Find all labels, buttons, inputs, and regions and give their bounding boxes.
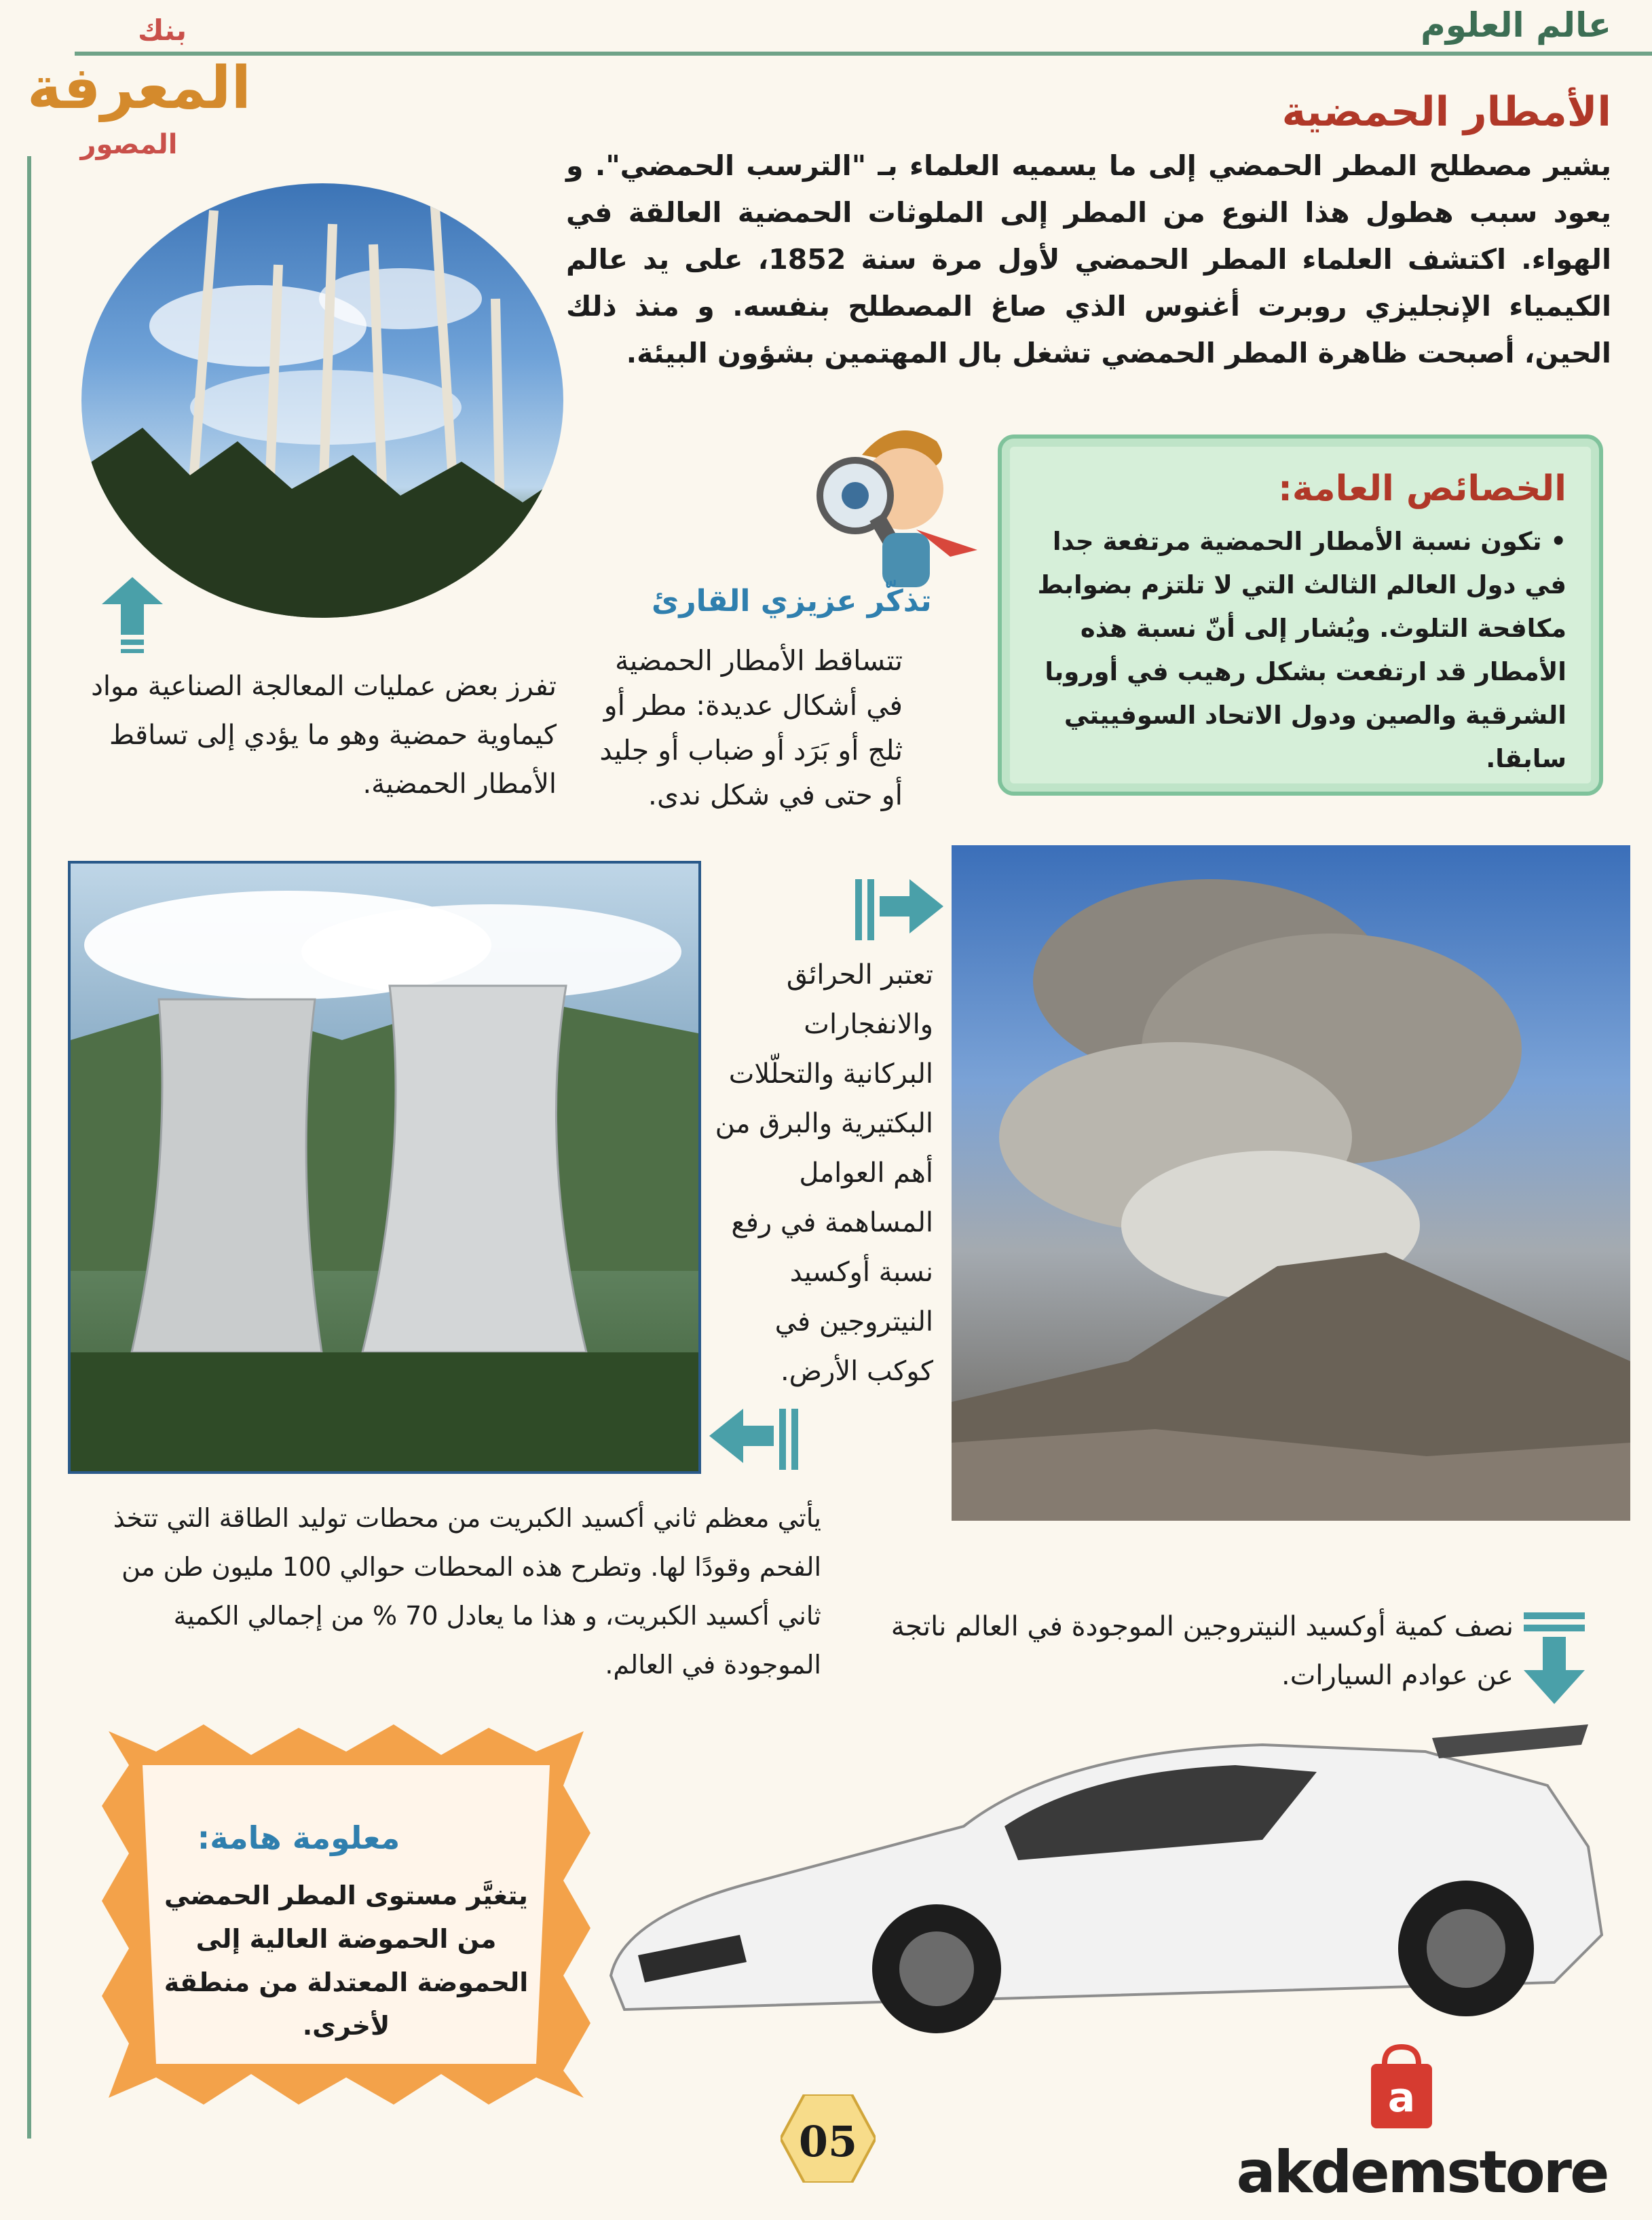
logo-main-text: المعرفة bbox=[27, 54, 251, 122]
up-arrow-icon bbox=[102, 577, 163, 659]
forest-caption: تفرز بعض عمليات المعالجة الصناعية مواد كيماوية حمضية وهو ما يؤدي إلى تساقط الأمطار الحمضية. bbox=[91, 671, 557, 800]
general-features-text: • تكون نسبة الأمطار الحمضية مرتفعة جدا في دول العالم الثالث التي لا تلتزم بضوابط مكافحة التلوث. ويُشار إلى أنّ نسبة هذه الأمطار قد ارتفعت بشكل رهيب في أوروبا الشرقية والصين ودول الاتحاد السوفييتي سابقا. bbox=[1037, 527, 1566, 773]
akdemstore-logo bbox=[1228, 2043, 1615, 2220]
volcano-caption: تعتبر الحرائق والانفجارات البركانية والتحلّلات البكتيرية والبرق من أهم العوامل المساهمة في رفع نسبة أوكسيد النيتروجين في كوكب الأرض. bbox=[715, 959, 933, 1387]
article-intro: يشير مصطلح المطر الحمضي إلى ما يسميه العلماء بـ "الترسب الحمضي". و يعود سبب هطول هذا النوع من المطر إلى الملوثات الحمضية العالقة في الهواء. اكتشف العلماء المطر الحمضي لأول مرة سنة 1852، على يد عالم الكيمياء الإنجليزي روبرت أغنوس الذي صاغ المصطلح بنفسه. و منذ ذلك الحين، أصبحت ظاهرة المطر الحمضي تشغل بال المهتمين بشؤون البيئة. bbox=[566, 149, 1611, 369]
remember-text: تتساقط الأمطار الحمضية في أشكال عديدة: مطر أو ثلج أو بَرَد أو ضباب أو جليد أو حتى في شكل ندى. bbox=[599, 644, 903, 811]
boy-magnifier-icon bbox=[808, 414, 984, 597]
forest-illustration bbox=[81, 183, 563, 618]
shopping-bag-icon bbox=[1364, 2043, 1439, 2132]
article-title: الأمطار الحمضية bbox=[1281, 88, 1611, 136]
car-caption: نصف كمية أوكسيد النيتروجين الموجودة في العالم ناتجة عن عوادم السيارات. bbox=[890, 1611, 1514, 1691]
store-name: akdemstore bbox=[1236, 2139, 1608, 2206]
right-arrow-icon bbox=[855, 879, 943, 940]
general-features-title: الخصائص العامة: bbox=[1278, 468, 1566, 509]
important-title: معلومة هامة: bbox=[197, 1819, 400, 1856]
left-arrow-icon bbox=[709, 1409, 801, 1470]
important-text: يتغيَّر مستوى المطر الحمضي من الحموضة العالية إلى الحموضة المعتدلة من منطقة لأخرى. bbox=[164, 1881, 529, 2041]
page-number: 05 bbox=[798, 2117, 858, 2166]
general-features-box bbox=[998, 434, 1603, 796]
dead-forest-photo bbox=[81, 183, 563, 618]
down-arrow-icon bbox=[1524, 1612, 1585, 1704]
logo-top-text: بنك bbox=[137, 14, 187, 47]
remember-title: تذكّر عزيزي القارئ bbox=[652, 584, 932, 618]
header-rule bbox=[75, 52, 1652, 56]
volcano-photo bbox=[952, 845, 1630, 1521]
sports-car-photo bbox=[584, 1711, 1642, 2037]
important-info-box bbox=[95, 1718, 597, 2111]
magazine-logo bbox=[27, 14, 251, 163]
logo-sub-text: المصور bbox=[80, 129, 178, 160]
bag-letter: a bbox=[1387, 2074, 1416, 2122]
cooling-towers-photo bbox=[68, 861, 701, 1474]
power-plant-caption: يأتي معظم ثاني أكسيد الكبريت من محطات توليد الطاقة التي تتخذ الفحم وقودًا لها. وتطرح هذه المحطات حوالي 100 مليون طن من ثاني أكسيد الكبريت، و هذا ما يعادل 70 % من إجمالي الكمية الموجودة في العالم. bbox=[113, 1503, 821, 1680]
left-margin-rule bbox=[27, 156, 31, 2139]
section-title: عالم العلوم bbox=[1421, 5, 1611, 45]
